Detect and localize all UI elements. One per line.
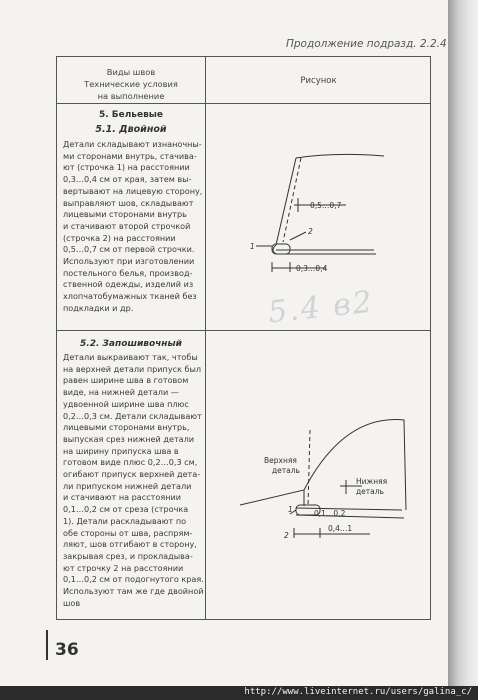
upper-part-label: Верхняя	[264, 456, 297, 465]
stitch-2-label: 2	[284, 531, 289, 540]
section-title: 5. Бельевые	[98, 110, 164, 120]
source-watermark: http://www.liveinternet.ru/users/galina_c/	[244, 687, 472, 697]
table-header-divider	[56, 103, 431, 104]
header-line: Виды швов	[106, 67, 156, 77]
page-number: 36	[55, 640, 79, 660]
stitch-1-label: 1	[250, 242, 255, 251]
page-margin-bar	[46, 630, 48, 660]
double-seam-figure	[236, 150, 386, 290]
dim-top-label: 0,1…0,2	[314, 509, 346, 518]
header-line: Технические условия	[84, 79, 178, 89]
stitch-2-label: 2	[308, 227, 313, 236]
table-row-divider	[56, 330, 431, 331]
subsection-title-felled: 5.2. Запошивочный	[80, 339, 182, 349]
dim-top-label: 0,5…0,7	[310, 201, 342, 210]
header-line: на выполнение	[97, 91, 165, 101]
book-spine	[448, 0, 478, 700]
lower-part-label: Нижняя	[356, 477, 388, 486]
running-head: Продолжение подразд. 2.2.4	[286, 38, 447, 50]
subsection-text-felled: Детали выкраивают так, чтобы на верхней детали припуск был равен ширине шва в готовом виде, на нижней детали — удвоенной ширине шва плюс 0,2…0,3 см. Детали складывают лицевыми сторонами внутрь, выпуская срез нижней детали на ширину припуска шва в готовом виде плюс 0,2…0,3 см, огибают припуск верхней дета- ли припуском нижней детали и стачивают на расстоянии 0,1…0,2 см от среза (строчка 1). Детали раскладывают по обе стороны от шва, распрям- ляют, шов отгибают в сторону, закрывая срез, и прокладыва- ют строчку 2 на расстоянии 0,1…0,2 см от подогнутого края. Используют там же где двойной шов	[63, 352, 204, 608]
felled-seam-figure	[234, 410, 410, 550]
header-figure: Рисунок	[300, 76, 337, 86]
dim-bottom-label: 0,4…1	[328, 524, 353, 533]
header-seam-types	[56, 66, 206, 102]
handwritten-note: 5.4 в2	[266, 284, 376, 331]
subsection-text-double: Детали складывают изнаночны- ми сторонами внутрь, стачива- ют (строчка 1) на расстоянии 0,3…0,4 см от края, затем вы- вертывают на лицевую сторону, выправляют шов, складывают лицевыми сторонами внутрь и стачивают второй строчкой (строчка 2) на расстоянии 0,5…0,7 см от первой строчки. Используют при изготовлении постельного белья, производ- ственной одежды, изделий из хлопчатобумажных тканей без подкладки и др.	[63, 139, 203, 313]
table-column-divider	[205, 56, 206, 620]
lower-part-label: деталь	[356, 487, 384, 496]
subsection-title-double: 5.1. Двойной	[95, 124, 167, 135]
stitch-1-label: 1	[288, 505, 293, 514]
upper-part-label: деталь	[272, 466, 300, 475]
dim-bottom-label: 0,3…0,4	[296, 264, 328, 273]
